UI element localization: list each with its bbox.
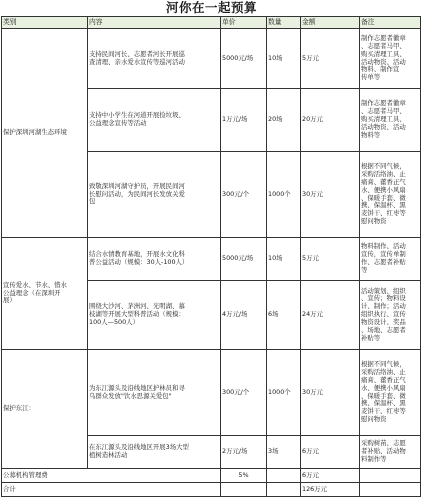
document-title: 河你在一起预算 bbox=[165, 0, 257, 15]
content-cell: 结合水情教育基地，开展水文化科 普公益活动（规模：30人-100人） bbox=[88, 238, 221, 281]
amount-cell: 30万元 bbox=[301, 152, 360, 238]
table-row-total bbox=[2, 483, 421, 497]
category-cell: 保护东江： bbox=[2, 350, 88, 469]
unit-price-cell: 4万元/场 bbox=[221, 281, 267, 350]
unit-price-cell bbox=[221, 483, 267, 497]
amount-cell: 5万元 bbox=[301, 238, 360, 281]
unit-price-cell: 1万元/场 bbox=[221, 89, 267, 152]
amount-cell: 5万元 bbox=[301, 29, 360, 89]
amount-cell: 30万元 bbox=[301, 350, 360, 436]
quantity-cell: 1000个 bbox=[267, 152, 301, 238]
content-cell: 为东江源头及沿线地区护林员和寻 乌群众发放"饮水思源关爱包" bbox=[88, 350, 221, 436]
category-cell: 合计 bbox=[2, 483, 221, 497]
quantity-cell: 20场 bbox=[267, 89, 301, 152]
header-note: 备注 bbox=[360, 17, 421, 29]
quantity-cell: 10场 bbox=[267, 238, 301, 281]
note-cell: 根据不同气候， 采购活络油、止 痛膏、藿香正气 水、便携小风扇 、保暖手套、微 携、保温杯、黑 麦饼干、红枣等 慰问物资 bbox=[360, 152, 421, 238]
category-cell: 宣传爱水、节水、惜水 公益理念（在深圳开 展） bbox=[2, 238, 88, 350]
content-cell: 围绕大沙河、茅洲河、光明湖、慕 枝湖等开展大型科普活动（规模： 100人—500人） bbox=[88, 281, 221, 350]
header-unit-price: 单价 bbox=[221, 17, 267, 29]
content-cell: 在东江源头及沿线地区开展3场大型 植树造林活动 bbox=[88, 436, 221, 469]
table-header-row bbox=[2, 17, 421, 29]
note-cell: 采购树苗、志愿 者补贴、活动物 料制作等 bbox=[360, 436, 421, 469]
table-row bbox=[2, 238, 421, 281]
unit-price-cell: 300元/个 bbox=[221, 350, 267, 436]
amount-cell: 24万元 bbox=[301, 281, 360, 350]
header-quantity: 数量 bbox=[267, 17, 301, 29]
quantity-cell bbox=[267, 483, 301, 497]
note-cell: 制作志愿者徽章 、志愿者马甲、 购买清理工具、 活动物资、活动 物料等 bbox=[360, 89, 421, 152]
unit-price-cell: 5% bbox=[221, 469, 267, 483]
amount-cell: 126万元 bbox=[301, 483, 360, 497]
note-cell bbox=[360, 483, 421, 497]
quantity-cell: 6场 bbox=[267, 281, 301, 350]
amount-cell: 6万元 bbox=[301, 469, 360, 483]
content-cell: 致敬深圳河湖守护员，开展民间河 长慰问活动，为民间河长发放关爱 包 bbox=[88, 152, 221, 238]
unit-price-cell: 5000元/场 bbox=[221, 238, 267, 281]
unit-price-cell: 2万元/场 bbox=[221, 436, 267, 469]
note-cell: 物料制作、活动 宣传，宣传单制 作、志愿者补贴 等 bbox=[360, 238, 421, 281]
note-cell bbox=[360, 469, 421, 483]
amount-cell: 6万元 bbox=[301, 436, 360, 469]
table-row bbox=[2, 350, 421, 436]
unit-price-cell: 300元/个 bbox=[221, 152, 267, 238]
header-content: 内容 bbox=[88, 17, 221, 29]
quantity-cell: 3场 bbox=[267, 436, 301, 469]
amount-cell: 20万元 bbox=[301, 89, 360, 152]
note-cell: 制作志愿者徽章 、志愿者马甲、 购买清理工具、 活动物资、活动 物料、制作宣 传单等 bbox=[360, 29, 421, 89]
content-cell: 支持民间河长、志愿者河长开展巡 查清理、亲水爱水宣传等巡河活动 bbox=[88, 29, 221, 89]
category-cell: 公募机构管理费 bbox=[2, 469, 221, 483]
header-category: 类别 bbox=[2, 17, 88, 29]
note-cell: 根据不同气候， 采购活络油、止 痛膏、藿香正气 水、便携小风扇 、保暖手套、微 携、保温杯、黑 麦饼干、红枣等 慰问物资 bbox=[360, 350, 421, 436]
quantity-cell bbox=[267, 469, 301, 483]
content-cell: 支持中小学生在河道开展捡垃圾、 公益理念宣传等活动 bbox=[88, 89, 221, 152]
category-cell: 保护深圳河湖生态环境 bbox=[2, 29, 88, 238]
header-amount: 金额 bbox=[301, 17, 360, 29]
quantity-cell: 10场 bbox=[267, 29, 301, 89]
table-row-management-fee bbox=[2, 469, 421, 483]
note-cell: 活动策划、组织 、宣传；物料设 计、制作；活动 组织执行、宣传 物资设计、奖品 、场地、志愿者 补贴等 bbox=[360, 281, 421, 350]
quantity-cell: 1000个 bbox=[267, 350, 301, 436]
table-row bbox=[2, 29, 421, 89]
budget-table bbox=[1, 16, 421, 497]
unit-price-cell: 5000元/场 bbox=[221, 29, 267, 89]
